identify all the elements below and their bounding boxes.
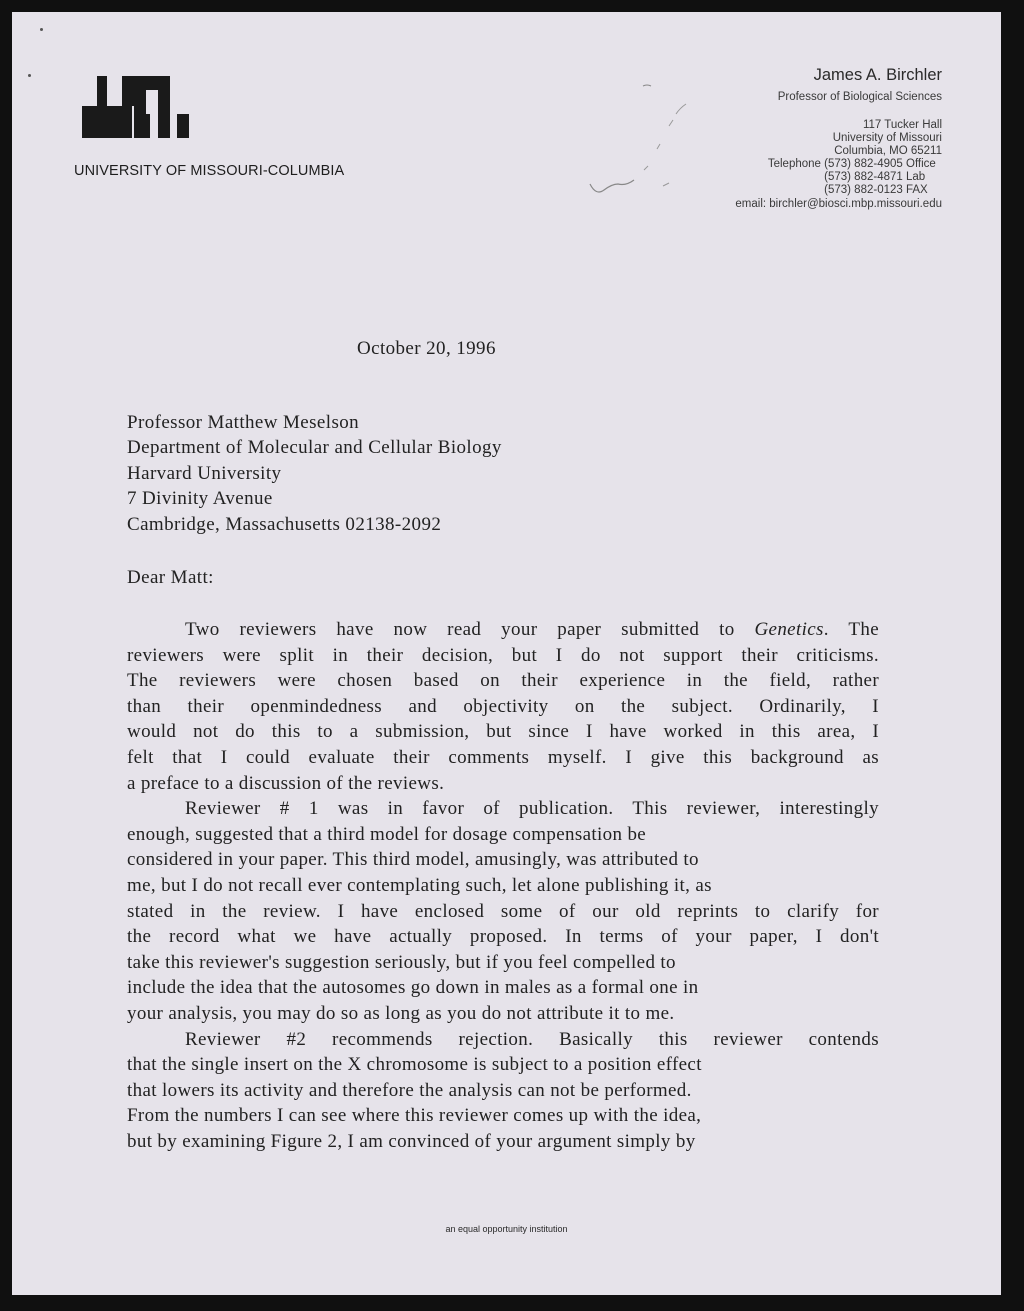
body-line: include the idea that the autosomes go down in males as a formal one in <box>127 977 699 999</box>
letter-body <box>127 617 879 1154</box>
address-line: 117 Tucker Hall <box>862 119 942 131</box>
speck <box>40 28 43 31</box>
salutation: Dear Matt: <box>127 567 214 588</box>
body-line: Two reviewers have now read your paper submitted to Genetics. The <box>185 619 879 640</box>
institution-name: UNIVERSITY OF MISSOURI-COLUMBIA <box>74 163 345 179</box>
phone-number: (573) 882-4871 <box>824 171 903 183</box>
letter-date: October 20, 1996 <box>357 338 496 359</box>
phone-kind: Office <box>906 158 936 170</box>
body-line: Reviewer #2 recommends rejection. Basically this reviewer contends <box>185 1028 879 1050</box>
recipient-address <box>127 410 502 537</box>
email-line: email: birchler@biosci.mbp.missouri.edu <box>735 198 942 210</box>
body-line: your analysis, you may do so as long as you do not attribute it to me. <box>127 1002 675 1024</box>
body-line: enough, suggested that a third model for dosage compensation be <box>127 823 647 845</box>
phone-kind: Lab <box>906 171 926 183</box>
recipient-line: Cambridge, Massachusetts 02138-2092 <box>127 513 442 535</box>
body-line: The reviewers were chosen based on their experience in the field, rather <box>127 670 879 692</box>
body-line: From the numbers I can see where this reviewer comes up with the idea, <box>127 1105 702 1127</box>
footer-text: an equal opportunity institution <box>445 1224 568 1234</box>
body-line: than their openmindedness and objectivity on the subject. Ordinarily, I <box>127 695 879 717</box>
speck <box>28 74 31 77</box>
body-line: felt that I could evaluate their comments myself. I give this background as <box>127 746 879 768</box>
body-line: take this reviewer's suggestion seriously, but if you feel compelled to <box>127 951 676 973</box>
letter-page <box>12 12 1001 1295</box>
phone-row-fax <box>824 184 942 197</box>
body-line: the record what we have actually proposed. In terms of your paper, I don't <box>127 926 879 948</box>
body-line: a preface to a discussion of the reviews. <box>127 772 445 794</box>
phone-row-lab <box>824 171 942 184</box>
body-line: would not do this to a submission, but since I have worked in this area, I <box>127 721 879 743</box>
sender-address <box>642 119 942 229</box>
recipient-line: 7 Divinity Avenue <box>127 488 273 510</box>
telephone-label: Telephone <box>767 158 821 170</box>
sender-title: Professor of Biological Sciences <box>777 91 942 103</box>
address-line: Columbia, MO 65211 <box>834 145 942 157</box>
body-line: that the single insert on the X chromosome is subject to a position effect <box>127 1054 702 1076</box>
body-line: reviewers were split in their decision, but I do not support their criticisms. <box>127 644 879 666</box>
sender-name: James A. Birchler <box>813 66 942 84</box>
phone-number: (573) 882-0123 <box>824 184 903 196</box>
body-line: me, but I do not recall ever contemplating such, let alone publishing it, as <box>127 874 712 896</box>
university-logo <box>82 76 202 176</box>
phone-row-office <box>768 158 942 171</box>
body-line: but by examining Figure 2, I am convinced of your argument simply by <box>127 1130 696 1152</box>
body-line: stated in the review. I have enclosed some of our old reprints to clarify for <box>127 900 879 922</box>
address-line: University of Missouri <box>832 132 942 144</box>
recipient-line: Department of Molecular and Cellular Biology <box>127 437 502 459</box>
phone-kind: FAX <box>906 184 928 196</box>
recipient-line: Professor Matthew Meselson <box>127 412 360 433</box>
body-line: considered in your paper. This third model, amusingly, was attributed to <box>127 849 699 871</box>
recipient-line: Harvard University <box>127 462 282 484</box>
body-line: Reviewer # 1 was in favor of publication. This reviewer, interestingly <box>185 798 879 820</box>
phone-number: (573) 882-4905 <box>824 158 903 170</box>
body-line: that lowers its activity and therefore the analysis can not be performed. <box>127 1079 692 1101</box>
journal-name: Genetics <box>754 619 824 640</box>
